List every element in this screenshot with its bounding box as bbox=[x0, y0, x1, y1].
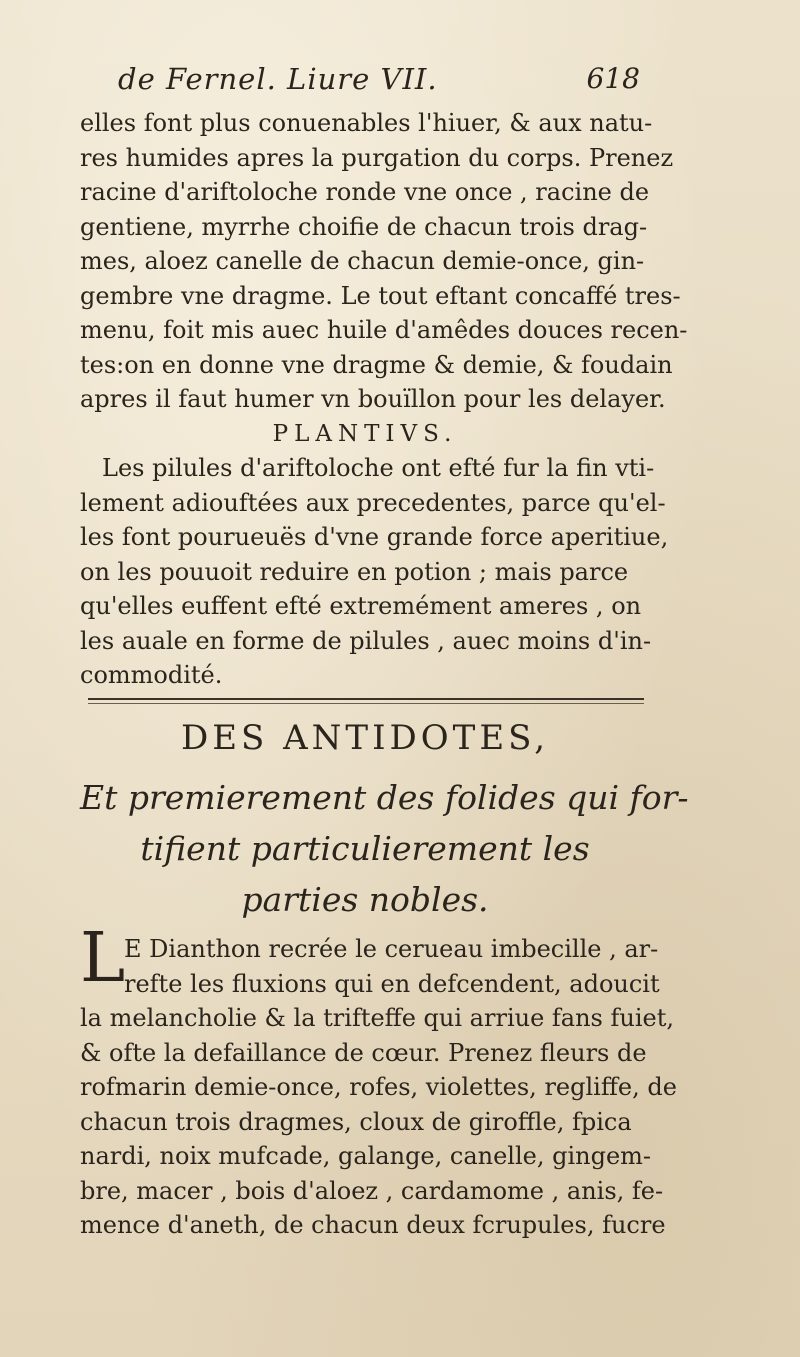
text-line: gentiene, myrrhe choifie de chacun trois drag- bbox=[80, 212, 648, 241]
text-line: commodité. bbox=[80, 661, 223, 689]
text-line: mence d'aneth, de chacun deux fcrupules, fucre bbox=[80, 1211, 666, 1239]
text-line: elles font plus conuenables l'hiuer, & aux natu- bbox=[80, 109, 653, 137]
text-line: tes:on en donne vne dragme & demie, & foudain bbox=[80, 350, 673, 379]
page-header bbox=[118, 62, 640, 102]
section-title: DES ANTIDOTES, bbox=[180, 718, 550, 758]
section-text-block bbox=[80, 932, 677, 1243]
text-line: nardi, noix mufcade, galange, canelle, gingem- bbox=[80, 1142, 652, 1170]
drop-cap: L bbox=[80, 919, 126, 998]
text-line: res humides apres la purgation du corps. Prenez bbox=[80, 143, 674, 172]
text-line: Les pilules d'ariftoloche ont efté fur la fin vti- bbox=[102, 454, 655, 482]
text-line: racine d'ariftoloche ronde vne once , racine de bbox=[80, 178, 650, 206]
text-line: lement adiouftées aux precedentes, parce qu'el- bbox=[80, 488, 666, 517]
text-line: la melancholie & la trifteffe qui arriue fans fuiet, bbox=[80, 1004, 674, 1032]
main-text-block bbox=[80, 106, 688, 693]
section-subtitle bbox=[80, 772, 689, 925]
commentator-heading: PLANTIVS. bbox=[272, 420, 458, 447]
text-line: menu, foit mis auec huile d'amêdes douces recen- bbox=[80, 316, 688, 344]
text-line: E Dianthon recrée le cerueau imbecille , ar- bbox=[124, 935, 659, 963]
subtitle-line: parties nobles. bbox=[241, 880, 489, 919]
section-divider-thin bbox=[88, 703, 644, 704]
subtitle-line: tifient particulierement les bbox=[140, 829, 590, 868]
running-title: de Fernel. Liure VII. bbox=[118, 62, 438, 96]
text-line: les font pourueuës d'vne grande force aperitiue, bbox=[80, 523, 669, 551]
section-divider bbox=[88, 698, 644, 700]
text-line: bre, macer , bois d'aloez , cardamome , anis, fe- bbox=[80, 1176, 664, 1205]
text-line: apres il faut humer vn bouïllon pour les delayer. bbox=[80, 385, 666, 413]
text-line: & ofte la defaillance de cœur. Prenez fleurs de bbox=[80, 1038, 647, 1067]
text-line: rofmarin demie-once, rofes, violettes, regliffe, de bbox=[80, 1073, 677, 1101]
text-line: gembre vne dragme. Le tout eftant concaffé tres- bbox=[80, 281, 681, 310]
text-line: qu'elles euffent efté extremément ameres , on bbox=[80, 592, 642, 620]
text-line: mes, aloez canelle de chacun demie-once, gin- bbox=[80, 247, 645, 275]
page-number: 618 bbox=[586, 62, 640, 95]
text-line: refte les fluxions qui en defcendent, adoucit bbox=[124, 969, 660, 998]
text-line: on les pouuoit reduire en potion ; mais parce bbox=[80, 557, 629, 586]
subtitle-line: Et premierement des folides qui for- bbox=[80, 778, 689, 817]
text-line: les auale en forme de pilules , auec moins d'in- bbox=[80, 626, 652, 655]
text-line: chacun trois dragmes, cloux de giroffle, fpica bbox=[80, 1107, 632, 1136]
